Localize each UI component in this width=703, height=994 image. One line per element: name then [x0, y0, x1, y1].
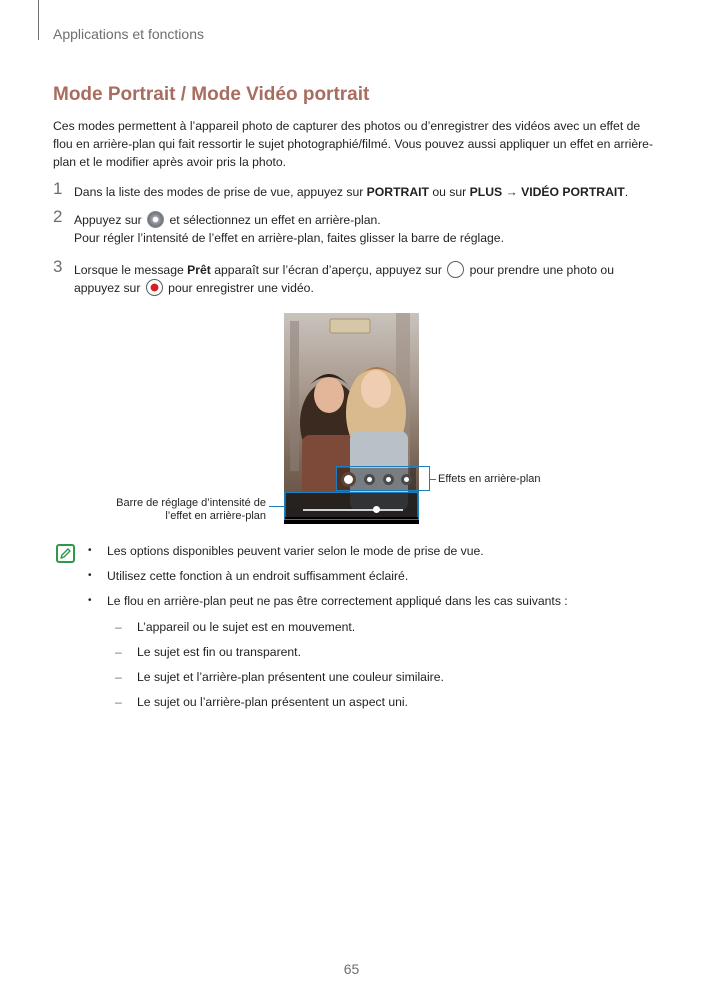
note-sub-item: – Le sujet et l’arrière-plan présentent une couleur similaire. [107, 668, 648, 686]
note-sub-item: – Le sujet ou l’arrière-plan présentent un aspect uni. [107, 693, 648, 711]
intro-paragraph: Ces modes permettent à l’appareil photo de capturer des photos ou d’enregistrer des vidéos avec un effet de flou en arrière-plan qui fait ressortir le sujet photographié/filmé. Vous pouvez aussi appliquer un effet en arrière-plan et le modifier après avoir pris la photo. [53, 119, 654, 169]
step-text: Dans la liste des modes de prise de vue, appuyez sur [74, 185, 367, 199]
note-pen-icon [56, 544, 75, 563]
step-number: 1 [53, 179, 63, 198]
effects-highlight-frame [336, 466, 430, 491]
step-text: ou sur [428, 185, 470, 199]
step-text: pour prendre une photo ou appuyez sur [74, 263, 614, 295]
mode-plus-label: PLUS [469, 185, 503, 199]
callout-line [430, 479, 436, 480]
step-number: 3 [53, 257, 63, 276]
step-1 [53, 179, 653, 201]
arrow-text: → [502, 185, 522, 199]
camera-shutter-icon [447, 261, 464, 278]
record-icon [146, 279, 163, 296]
page-number: 65 [343, 961, 360, 977]
ready-message-label: Prêt [187, 263, 211, 277]
step-text: et sélectionnez un effet en arrière-plan. [166, 213, 381, 227]
note-sub-item: – Le sujet est fin ou transparent. [107, 643, 648, 661]
callout-label-line: l’effet en arrière-plan [165, 510, 266, 522]
note-list [88, 542, 648, 718]
note-bullet-text: Le flou en arrière-plan peut ne pas être correctement appliqué dans les cas suivants : [107, 594, 568, 608]
chapter-header: Applications et fonctions [53, 26, 204, 42]
step-detail: Pour régler l’intensité de l’effet en arrière-plan, faites glisser la barre de réglage. [74, 231, 504, 245]
background-effect-icon [147, 211, 164, 228]
section-title: Mode Portrait / Mode Vidéo portrait [53, 84, 370, 105]
note-bullet [88, 592, 648, 711]
callout-line [269, 506, 284, 507]
callout-label-line: Barre de réglage d’intensité de [116, 497, 266, 509]
step-text: Appuyez sur [74, 213, 146, 227]
header-rule [38, 0, 39, 40]
slider-highlight-frame [284, 492, 419, 520]
note-sub-item: – L’appareil ou le sujet est en mouvement. [107, 618, 648, 636]
step-text: Lorsque le message [74, 263, 188, 277]
step-3 [53, 257, 653, 297]
step-2 [53, 207, 653, 247]
note-bullet: • Les options disponibles peuvent varier selon le mode de prise de vue. [88, 542, 648, 560]
step-text: apparaît sur l’écran d’aperçu, appuyez sur [210, 263, 446, 277]
mode-portrait-label: PORTRAIT [366, 185, 429, 199]
step-number: 2 [53, 207, 63, 226]
step-text: pour enregistrer une vidéo. [164, 281, 314, 295]
step-text: . [624, 185, 629, 199]
note-bullet: • Utilisez cette fonction à un endroit suffisamment éclairé. [88, 567, 648, 585]
effects-callout-label: Effets en arrière-plan [438, 473, 541, 485]
note-sub-list [107, 618, 648, 711]
mode-video-portrait-label: VIDÉO PORTRAIT [521, 185, 625, 199]
slider-callout-label [100, 497, 266, 523]
